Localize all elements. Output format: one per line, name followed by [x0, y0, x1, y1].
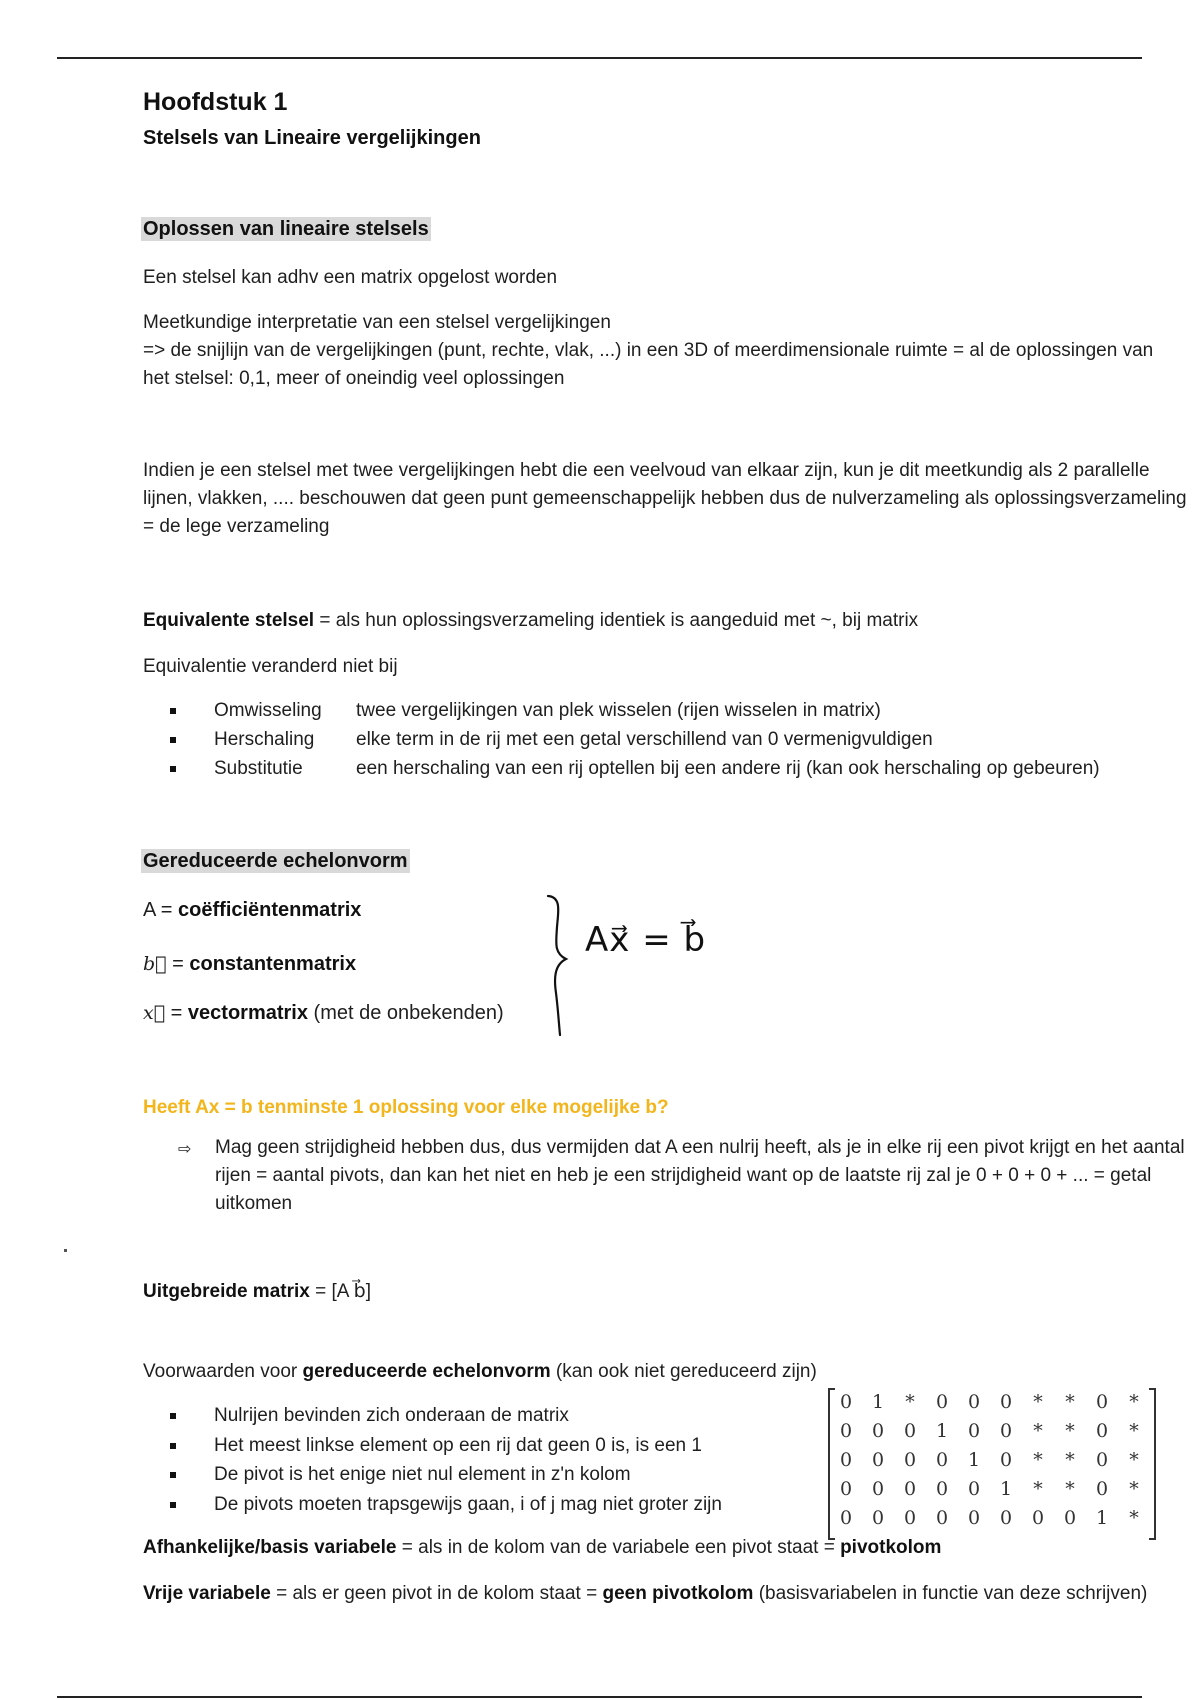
matrix-cell: 1 — [935, 1420, 949, 1442]
dependent-term: Afhankelijke/basis variabele — [143, 1537, 397, 1558]
extended-matrix — [143, 1278, 371, 1306]
echelon-matrix — [830, 1388, 1152, 1536]
matrix-cell: 0 — [871, 1478, 885, 1500]
bullet-icon — [170, 1443, 176, 1449]
arrow-right-icon: ⇨ — [178, 1141, 192, 1158]
extended-matrix-def: = [A b⃗] — [309, 1281, 372, 1302]
chapter-subtitle: Stelsels van Lineaire vergelijkingen — [143, 127, 481, 149]
matrix-cell: 0 — [1095, 1478, 1109, 1500]
bullet-icon — [170, 708, 176, 714]
matrix-cell: 0 — [999, 1449, 1013, 1471]
matrix-cell: 0 — [999, 1391, 1013, 1413]
definition-a-prefix: A = — [143, 899, 179, 921]
operation-term: Substitutie — [214, 758, 303, 779]
matrix-cell: * — [1129, 1449, 1139, 1471]
matrix-cell: * — [1065, 1449, 1075, 1471]
condition-text: Het meest linkse element op een rij dat geen 0 is, is een 1 — [214, 1435, 702, 1456]
matrix-row — [830, 1504, 1150, 1533]
matrix-cell: 0 — [839, 1478, 853, 1500]
condition-text: De pivots moeten trapsgewijs gaan, i of j mag niet groter zijn — [214, 1494, 722, 1515]
dependent-term2: pivotkolom — [840, 1537, 942, 1558]
matrix-left-bracket — [828, 1388, 835, 1540]
free-end: (basisvariabelen in functie van deze schrijven) — [753, 1583, 1148, 1604]
matrix-cell: 0 — [1095, 1420, 1109, 1442]
conditions-intro-start: Voorwaarden voor — [143, 1361, 303, 1382]
matrix-cell: 0 — [935, 1391, 949, 1413]
matrix-cell: * — [1033, 1449, 1043, 1471]
top-rule — [57, 57, 1142, 59]
paragraph-meetkundig-line2: => de snijlijn van de vergelijkingen (punt, rechte, vlak, ...) in een 3D of meerdimensionale ruimte = al de oplossingen van het stelsel: 0,1, meer of oneindig veel oplossingen — [143, 340, 1154, 389]
definition-b — [143, 950, 356, 978]
matrix-cell: 0 — [999, 1420, 1013, 1442]
bullet-icon — [170, 1413, 176, 1419]
operation-desc: twee vergelijkingen van plek wisselen (rijen wisselen in matrix) — [356, 700, 881, 721]
matrix-cell: 0 — [839, 1449, 853, 1471]
matrix-cell: 0 — [935, 1449, 949, 1471]
matrix-cell: * — [1065, 1391, 1075, 1413]
matrix-cell: * — [1065, 1478, 1075, 1500]
handwritten-brace-icon — [540, 893, 580, 1038]
matrix-cell: 0 — [903, 1420, 917, 1442]
matrix-cell: 0 — [935, 1478, 949, 1500]
free-term: Vrije variabele — [143, 1583, 271, 1604]
definition-x-prefix: = — [165, 1002, 188, 1024]
matrix-cell: 1 — [1095, 1507, 1109, 1529]
matrix-cell: 1 — [967, 1449, 981, 1471]
operation-term: Omwisseling — [214, 700, 322, 721]
matrix-cell: 0 — [1063, 1507, 1077, 1529]
bullet-icon — [170, 1472, 176, 1478]
condition-text: Nulrijen bevinden zich onderaan de matrix — [214, 1405, 569, 1426]
matrix-cell: 0 — [839, 1420, 853, 1442]
matrix-table — [830, 1388, 1150, 1533]
paragraph-matrix: Een stelsel kan adhv een matrix opgelost worden — [143, 267, 558, 288]
paragraph-veelvoud: Indien je een stelsel met twee vergelijkingen hebt die een veelvoud van elkaar zijn, kun je dit meetkundig als 2 parallelle lijnen, vlakken, .... beschouwen dat geen punt gemeenschappelijk hebben dus de nulverzameling als oplossingsverzameling = de lege verzameling — [143, 460, 1187, 537]
paragraph-meetkundig-line1: Meetkundige interpretatie van een stelsel vergelijkingen — [143, 312, 611, 333]
matrix-row — [830, 1417, 1150, 1446]
operation-desc: elke term in de rij met een getal verschillend van 0 vermenigvuldigen — [356, 729, 933, 750]
matrix-cell: * — [1033, 1478, 1043, 1500]
matrix-row — [830, 1475, 1150, 1504]
free-def: = als er geen pivot in de kolom staat = — [270, 1583, 603, 1604]
matrix-cell: 0 — [1095, 1449, 1109, 1471]
bullet-icon — [170, 737, 176, 743]
matrix-cell: 0 — [903, 1507, 917, 1529]
matrix-cell: 0 — [839, 1507, 853, 1529]
definition-x-rest: (met de onbekenden) — [307, 1002, 504, 1024]
matrix-cell: 0 — [967, 1478, 981, 1500]
section-heading-oplossen — [141, 215, 431, 244]
condition-text: De pivot is het enige niet nul element in z'n kolom — [214, 1464, 631, 1485]
matrix-cell: 0 — [935, 1507, 949, 1529]
section-heading-text: Gereduceerde echelonvorm — [143, 850, 408, 872]
vector-b-symbol: b⃗ — [143, 953, 167, 975]
conditions-intro — [143, 1358, 817, 1386]
matrix-cell: 0 — [871, 1507, 885, 1529]
dependent-variable — [143, 1534, 1183, 1562]
definition-x-term: vectormatrix — [187, 1002, 308, 1024]
matrix-cell: 0 — [871, 1449, 885, 1471]
bullet-icon — [170, 1502, 176, 1508]
stray-dot — [64, 1249, 67, 1252]
answer-text: Mag geen strijdigheid hebben dus, dus vermijden dat A een nulrij heeft, als je in elke rij een pivot krijgt en het aantal rijen = aantal pivots, dan kan het niet en heb je een strijdigheid want op de laatste rij zal je 0 + 0 + 0 + ... = getal uitkomen — [215, 1137, 1185, 1214]
matrix-cell: * — [1129, 1478, 1139, 1500]
matrix-row — [830, 1388, 1150, 1417]
definition-b-term: constantenmatrix — [189, 953, 357, 975]
definition-a — [143, 896, 361, 924]
equivalent-term: Equivalente stelsel — [143, 610, 315, 631]
dependent-def: = als in de kolom van de variabele een pivot staat = — [396, 1537, 841, 1558]
equivalent-def: = als hun oplossingsverzameling identiek is aangeduid met ~, bij matrix — [314, 610, 919, 631]
operation-desc: een herschaling van een rij optellen bij een andere rij (kan ook herschaling op gebeuren) — [356, 758, 1100, 779]
matrix-cell: * — [1129, 1420, 1139, 1442]
definition-b-prefix: = — [166, 953, 190, 975]
paragraph-equivalent — [143, 607, 1183, 635]
section-heading-echelon — [141, 847, 410, 876]
operation-term: Herschaling — [214, 729, 315, 750]
extended-matrix-term: Uitgebreide matrix — [143, 1281, 310, 1302]
matrix-cell: 0 — [1095, 1391, 1109, 1413]
matrix-cell: 0 — [1031, 1507, 1045, 1529]
matrix-cell: 0 — [967, 1507, 981, 1529]
matrix-cell: 0 — [999, 1507, 1013, 1529]
matrix-cell: 0 — [871, 1420, 885, 1442]
matrix-cell: 0 — [903, 1449, 917, 1471]
matrix-cell: 0 — [967, 1420, 981, 1442]
matrix-cell: * — [1129, 1507, 1139, 1529]
matrix-cell: * — [1065, 1420, 1075, 1442]
free-term2: geen pivotkolom — [602, 1583, 754, 1604]
definition-a-term: coëfficiëntenmatrix — [178, 899, 362, 921]
paragraph-equivalentie: Equivalentie veranderd niet bij — [143, 656, 398, 677]
matrix-cell: * — [905, 1391, 915, 1413]
question-text: Heeft Ax = b tenminste 1 oplossing voor elke mogelijke b? — [143, 1097, 669, 1118]
paragraph-meetkundig — [143, 309, 1183, 393]
matrix-row — [830, 1446, 1150, 1475]
matrix-cell: 1 — [871, 1391, 885, 1413]
handwritten-equation: Ax⃗ = b⃗ — [585, 920, 707, 960]
definition-x — [143, 999, 504, 1027]
bottom-rule — [57, 1696, 1142, 1698]
matrix-cell: * — [1033, 1420, 1043, 1442]
matrix-cell: 0 — [839, 1391, 853, 1413]
bullet-icon — [170, 766, 176, 772]
matrix-right-bracket — [1149, 1388, 1156, 1540]
free-variable — [143, 1580, 1173, 1608]
matrix-cell: 1 — [999, 1478, 1013, 1500]
vector-x-symbol: x⃗ — [143, 1002, 166, 1024]
matrix-cell: 0 — [903, 1478, 917, 1500]
section-heading-text: Oplossen van lineaire stelsels — [143, 218, 429, 240]
conditions-intro-term: gereduceerde echelonvorm — [302, 1361, 551, 1382]
matrix-cell: * — [1129, 1391, 1139, 1413]
matrix-cell: * — [1033, 1391, 1043, 1413]
matrix-cell: 0 — [967, 1391, 981, 1413]
conditions-intro-end: (kan ook niet gereduceerd zijn) — [550, 1361, 817, 1382]
chapter-title: Hoofdstuk 1 — [143, 88, 288, 116]
